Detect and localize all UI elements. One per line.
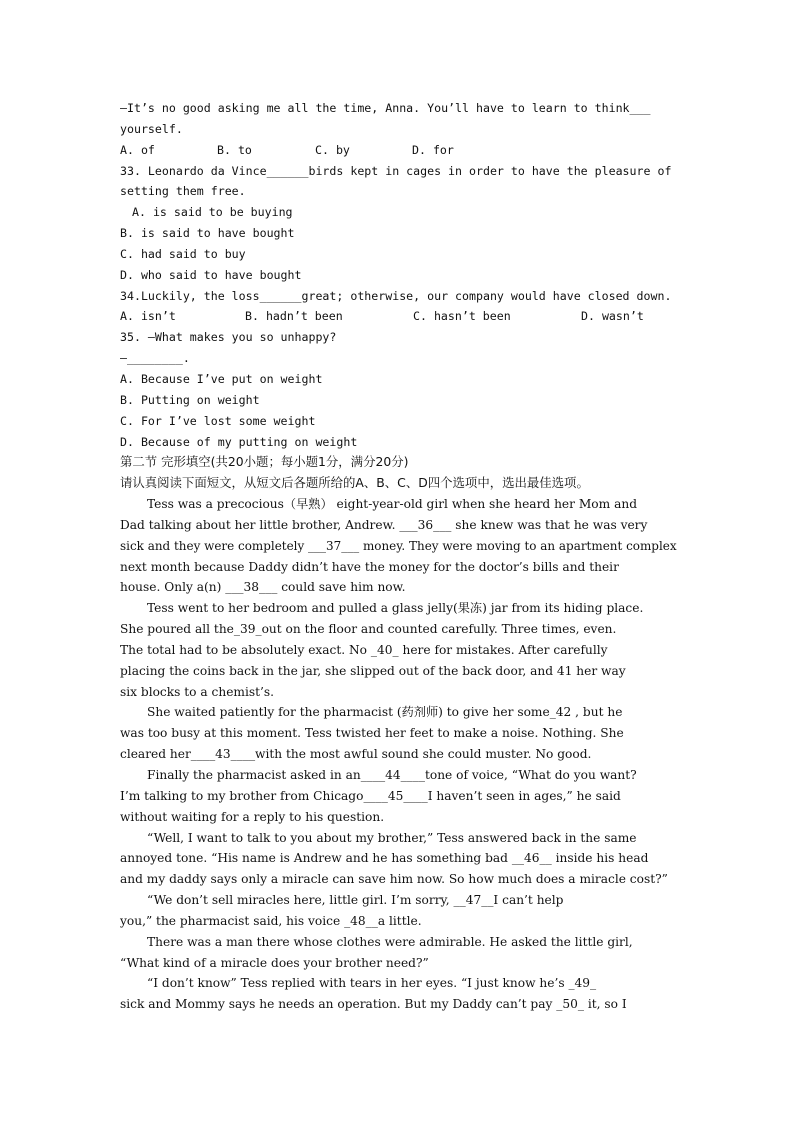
passage-line-24: “I don’t know” Tess replied with tears in her eyes. “I just know he’s _49_ [147,976,597,991]
option-b: B. to [217,142,252,157]
passage-line-9: placing the coins back in the jar, she slipped out of the back door, and 41 her way [120,663,626,678]
question-33-option-d: D. who said to have bought [120,267,302,282]
question-34-options [120,306,675,327]
question-33-option-a: A. is said to be buying [132,205,293,220]
passage-line-15: I’m talking to my brother from Chicago____45____I haven’t seen in ages,” he said [120,788,621,803]
passage-line-18: annoyed tone. “His name is Andrew and he has something bad __46__ inside his head [120,851,649,866]
passage-line-21: you,” the pharmacist said, his voice _48__a little. [120,913,422,928]
question-35-option-a: A. Because I’ve put on weight [120,371,323,386]
question-35-stem-line1: 35. —What makes you so unhappy? [120,330,337,345]
section-instruction: 请认真阅读下面短文，从短文后各题所给的A、B、C、D四个选项中，选出最佳选项。 [120,475,589,491]
passage-line-14: Finally the pharmacist asked in an____44____tone of voice, “What do you want? [147,768,637,782]
passage-line-17: “Well, I want to talk to you about my brother,” Tess answered back in the same [147,830,637,845]
option-d: D. wasn’t [581,309,644,324]
section-heading: 第二节 完形填空(共20小题；每小题1分，满分20分) [120,454,409,470]
passage-line-12: was too busy at this moment. Tess twisted her feet to make a noise. Nothing. She [120,726,624,741]
question-35-stem-line2: —________. [120,351,190,366]
question-33-option-c: C. had said to buy [120,246,246,261]
question-32-stem-line2: yourself. [120,121,183,136]
option-a: A. of [120,142,155,157]
passage-line-5: house. Only a(n) ___38___ could save him now. [120,580,406,595]
passage-line-2: Dad talking about her little brother, Andrew. ___36___ she knew was that he was very [120,517,648,532]
passage-line-19: and my daddy says only a miracle can save him now. So how much does a miracle cost?” [120,872,668,887]
passage-line-7: She poured all the_39_out on the floor and counted carefully. Three times, even. [120,622,617,637]
question-32-options [120,140,675,161]
passage-line-13: cleared her____43____with the most awful sound she could muster. No good. [120,747,592,762]
question-33-stem-line2: setting them free. [120,184,246,199]
passage-line-10: six blocks to a chemist’s. [120,684,275,699]
exam-page [120,98,675,1015]
passage-line-22: There was a man there whose clothes were admirable. He asked the little girl, [147,934,633,949]
passage-line-16: without waiting for a reply to his question. [120,809,385,824]
option-b: B. hadn’t been [245,309,343,324]
passage-line-20: “We don’t sell miracles here, little girl. I’m sorry, __47__I can’t help [147,893,564,908]
passage-line-8: The total had to be absolutely exact. No _40_ here for mistakes. After carefully [120,642,608,657]
passage-line-25: sick and Mommy says he needs an operation. But my Daddy can’t pay _50_ it, so I [120,997,627,1012]
question-35-option-d: D. Because of my putting on weight [120,434,358,449]
question-34-stem: 34.Luckily, the loss______great; otherwise, our company would have closed down. [120,288,672,303]
passage-line-1: Tess was a precocious（早熟） eight-year-old girl when she heard her Mom and [147,497,637,512]
option-a: A. isn’t [120,309,176,324]
passage-line-4: next month because Daddy didn’t have the money for the doctor’s bills and their [120,559,619,574]
question-33-stem-line1: 33. Leonardo da Vince______birds kept in cages in order to have the pleasure of [120,163,672,178]
passage-line-11: She waited patiently for the pharmacist (药剂师) to give her some_42 , but he [147,705,623,720]
passage-line-3: sick and they were completely ___37___ money. They were moving to an apartment complex [120,538,677,553]
passage-line-23: “What kind of a miracle does your brother need?” [120,955,429,970]
option-c: C. hasn’t been [413,309,511,324]
question-32-stem-line1: —It’s no good asking me all the time, Anna. You’ll have to learn to think___ [120,101,651,115]
option-c: C. by [315,142,350,157]
question-33-option-b: B. is said to have bought [120,226,295,241]
question-35-option-b: B. Putting on weight [120,392,260,407]
question-35-option-c: C. For I’ve lost some weight [120,413,316,428]
option-d: D. for [412,142,454,157]
passage-line-6: Tess went to her bedroom and pulled a glass jelly(果冻) jar from its hiding place. [147,601,644,616]
